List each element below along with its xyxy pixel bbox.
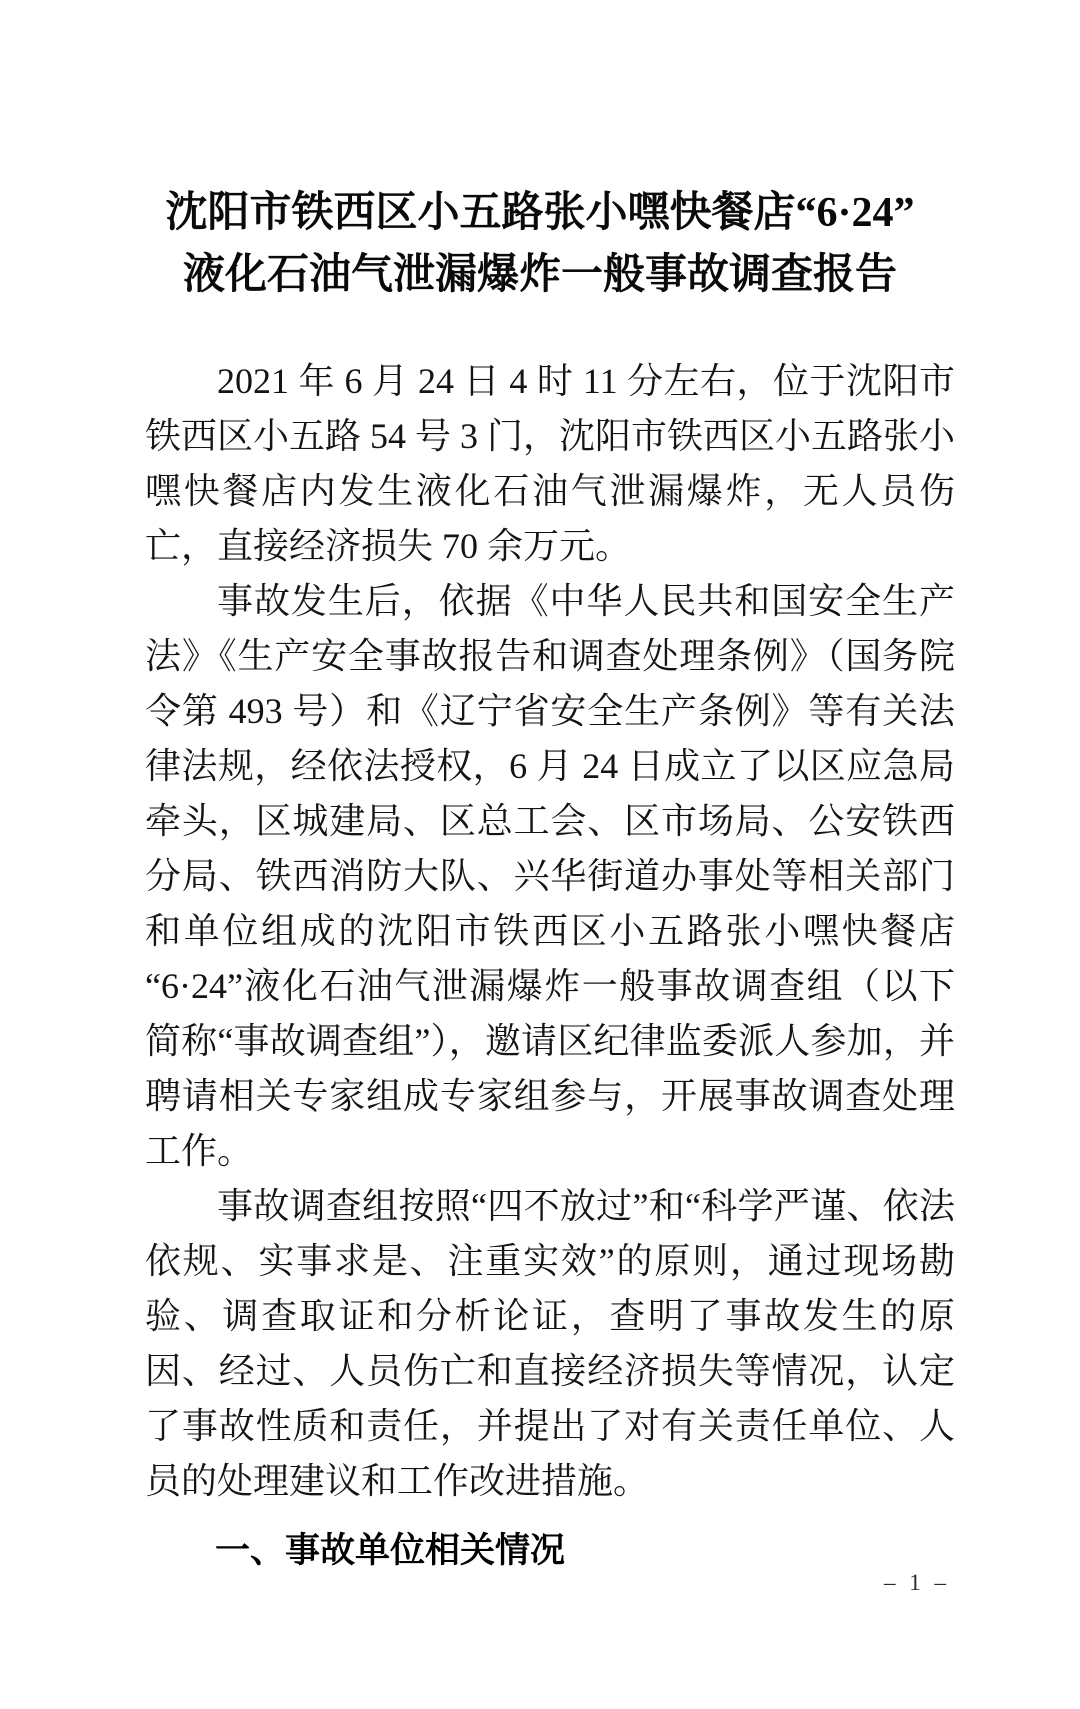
paragraph-intro-incident: 2021 年 6 月 24 日 4 时 11 分左右，位于沈阳市铁西区小五路 54 号 3 门，沈阳市铁西区小五路张小嘿快餐店内发生液化石油气泄漏爆炸，无人员伤亡，直接经济损失 70 余万元。: [145, 361, 956, 566]
report-title: [90, 182, 990, 306]
section-heading-unit-info: 一、事故单位相关情况: [215, 1531, 566, 1570]
page-footer: [884, 1569, 950, 1597]
report-body: [145, 354, 955, 1578]
report-title-line-2: 液化石油气泄漏爆炸一般事故调查报告: [182, 252, 897, 298]
page-number: – 1 –: [884, 1570, 950, 1595]
report-page: [0, 182, 1080, 1709]
paragraph-investigation-principles: 事故调查组按照“四不放过”和“科学严谨、依法依规、实事求是、注重实效”的原则，通过现场勘验、调查取证和分析论证，查明了事故发生的原因、经过、人员伤亡和直接经济损失等情况，认定了事故性质和责任，并提出了对有关责任单位、人员的处理建议和工作改进措施。: [145, 1186, 955, 1501]
paragraph-investigation-team: 事故发生后，依据《中华人民共和国安全生产法》《生产安全事故报告和调查处理条例》（国务院令第 493 号）和《辽宁省安全生产条例》等有关法律法规，经依法授权，6 月 24 日成立了以区应急局牵头，区城建局、区总工会、区市场局、公安铁西分局、铁西消防大队、兴华街道办事处等相关部门和单位组成的沈阳市铁西区小五路张小嘿快餐店“6·24”液化石油气泄漏爆炸一般事故调查组（以下简称“事故调查组”），邀请区纪律监委派人参加，并聘请相关专家组成专家组参与，开展事故调查处理工作。: [145, 581, 955, 1171]
report-title-line-1: 沈阳市铁西区小五路张小嘿快餐店“6·24”: [165, 190, 915, 236]
